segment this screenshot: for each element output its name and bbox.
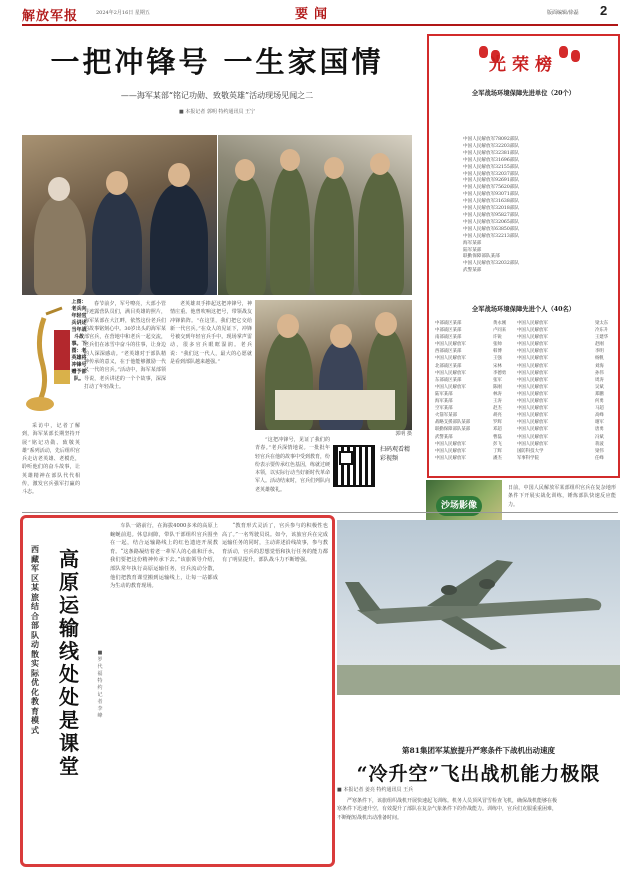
person-row	[435, 426, 617, 433]
person-cell: 梁太东	[595, 321, 609, 326]
person-cell: 军事科学院	[517, 455, 539, 461]
person-row	[435, 412, 617, 419]
person-cell: 王涛	[493, 399, 502, 405]
person-cell: 中国人民解放军	[517, 363, 548, 369]
page-editor: 版面编辑/徐磊	[547, 10, 579, 16]
unit-item: 陆军某部	[463, 247, 482, 253]
unit-item: 中国人民解放军31696部队	[463, 157, 519, 163]
person-cell: 中国人民解放军	[435, 370, 466, 376]
top-story-col-3: “这把冲锋号，见证了我们的青春。”老兵深情地说。一批批年轻官兵在他的故事中受到教育，纷纷表示要传承红色基因，练就过硬本领，以实际行动当好新时代革命军人。活动结束时，官兵们列队向老英雄敬礼。	[255, 437, 330, 493]
issue-date: 2024年2月16日 星期五	[96, 10, 150, 16]
top-story-byline: ■ 本报记者 郭明 特约通讯员 王宁	[178, 109, 256, 115]
person-cell: 刘海	[595, 363, 604, 369]
person-row	[435, 334, 617, 341]
persons-list	[435, 320, 617, 462]
top-story-headline[interactable]: 一把冲锋号 一生家国情	[50, 45, 384, 79]
plane-story-body: 严寒条件下，该旅组织战机开展快速起飞训练。机务人员顶风冒雪检查飞机，确保战机能够在极寒条件下迅速升空，有效提升了部队在复杂气象条件下的作战能力。训练中，官兵们克服重重困难，不断缩短战机出动准备时间。	[337, 798, 557, 821]
person-cell: 胡亮	[493, 413, 502, 419]
person-cell: 国防科技大学	[517, 448, 544, 454]
person-cell: 林涛	[493, 391, 502, 397]
plane-story-headline[interactable]: “冷升空”飞出战机能力极限	[356, 763, 601, 785]
callout-subhead: 西藏军区某旅结合部队动散实际优化教育模式	[31, 544, 39, 735]
person-cell: 中国人民解放军	[517, 335, 548, 341]
person-cell: 空军某部	[435, 406, 453, 412]
person-cell: 李德勇	[493, 370, 507, 376]
person-cell: 北部战区某部	[435, 363, 462, 369]
person-cell: 中国人民解放军	[435, 455, 466, 461]
unit-item: 中国人民解放军78092部队	[463, 137, 519, 142]
photo-feature-title: 上图：老兵向年轻官兵讲述当年战斗故事。下图：老英雄将冲锋号赠予部队。	[71, 299, 87, 382]
person-cell: 中国人民解放军	[435, 356, 466, 362]
section-title: 要闻	[294, 7, 333, 22]
top-story-heading	[22, 44, 412, 115]
person-cell: 张军	[493, 377, 502, 383]
person-cell: 韩博	[493, 349, 502, 355]
units-list	[463, 137, 593, 275]
person-cell: 陆军某部	[435, 391, 453, 397]
person-cell: 战略支援部队某部	[435, 420, 471, 426]
person-cell: 吴斌	[595, 384, 604, 390]
unit-item: 中国人民解放军32037部队	[463, 171, 519, 177]
unit-item: 中国人民解放军63850部队	[463, 226, 519, 232]
aircraft-photo[interactable]	[337, 520, 620, 695]
person-cell: 中国人民解放军	[435, 342, 466, 348]
unit-item: 中国人民解放军32213部队	[463, 233, 519, 239]
video-qr-code[interactable]	[333, 445, 375, 487]
person-cell: 何勇	[595, 399, 604, 405]
unit-item: 中国人民解放军93071部队	[463, 192, 519, 198]
person-cell: 中国人民解放军	[435, 384, 466, 390]
person-cell: 王强	[493, 356, 502, 362]
person-cell: 武警某部	[435, 434, 453, 440]
person-cell: 任峰	[595, 455, 604, 461]
person-cell: 海军某部	[435, 399, 453, 405]
qr-caption: 扫码观看精彩视频	[380, 446, 411, 462]
units-heading: 全军战场环境保障先进单位（20个）	[471, 90, 576, 97]
person-cell: 东部战区某部	[435, 377, 462, 383]
person-row	[435, 370, 617, 377]
person-row	[435, 355, 617, 362]
person-cell: 中国人民解放军	[517, 399, 548, 405]
person-cell: 中部战区某部	[435, 328, 462, 334]
person-cell: 蒋波	[595, 441, 604, 447]
persons-heading: 全军战场环境保障先进个人（40名）	[471, 306, 576, 313]
person-cell: 中国人民解放军	[435, 441, 466, 447]
unit-item: 中国人民解放军32065部队	[463, 219, 519, 225]
callout-col-1: 车队一路前行，在海拔4000多米的高原上蜿蜒前进。休息间隙，带队干部组织官兵围坐在一起，结合运输路线上的红色遗迹开展教育。“这条路凝结着老一辈军人的心血和汗水，我们要把这份精神传承下去。”该旅领导介绍，部队常年执行高原运输任务，官兵流动分散，他们把教育课堂搬到运输线上，让每一站都成为生动的教育现场。	[110, 523, 218, 590]
person-cell: 中国人民解放军	[517, 377, 548, 383]
person-cell: 西部战区某部	[435, 349, 462, 355]
person-cell: 卢同来	[493, 328, 507, 334]
person-cell: 中国人民解放军	[517, 321, 548, 326]
person-cell: 邓超	[493, 427, 502, 433]
person-cell: 中部战区某部	[435, 321, 462, 326]
top-story-col-2: 老英雄双手捧起这把冲锋号，神情庄重。他曾吹响这把号，带领战友冲锋陷阵。“在这里，我们把它交给新一代官兵。”在众人的见证下，冲锋号被交到年轻官兵手中。现场掌声雷动，很多官兵眼眶湿润。老兵说：“我们这一代人，最大的心愿就是看到部队越来越强。”	[170, 301, 252, 366]
person-cell: 冯斌	[595, 434, 604, 440]
unit-item: 中国人民解放军31638部队	[463, 199, 519, 205]
top-story-col-4: 采访中，记者了解到，海军某部长期坚持开展“铭记功勋、致敬英雄”系列活动，先后组织官兵走访老英雄、老模范，聆听他们的奋斗故事，让英雄精神在部队代代相传，激发官兵强军打赢的斗志。	[22, 423, 80, 496]
person-cell: 中国人民解放军	[517, 413, 548, 419]
person-row	[435, 391, 617, 398]
person-cell: 唐勇	[595, 427, 604, 433]
callout-headline[interactable]: 高原运输线 处处是课堂	[59, 547, 79, 778]
honor-board	[427, 34, 620, 478]
newspaper-logo: 解放军报	[22, 9, 79, 24]
unit-item: 中国人民解放军92691部队	[463, 178, 519, 184]
person-row	[435, 327, 617, 334]
person-cell: 彭飞	[493, 441, 502, 447]
person-cell: 中国人民解放军	[517, 434, 548, 440]
callout-byline: ■ 罗代福 特约记者 李峰	[97, 650, 103, 719]
person-row	[435, 405, 617, 412]
person-row	[435, 419, 617, 426]
person-cell: 李明	[595, 349, 604, 355]
plane-story-subhead: 第81集团军某旅提升严寒条件下战机出动速度	[402, 746, 555, 755]
group-gathering-photo[interactable]	[218, 135, 412, 295]
person-cell: 赵刚	[595, 342, 604, 348]
person-cell: 中国人民解放军	[517, 370, 548, 376]
person-cell: 陈刚	[493, 384, 502, 390]
person-cell: 许锐	[493, 335, 502, 341]
person-cell: 中国人民解放军	[517, 441, 548, 447]
person-cell: 中国人民解放军	[517, 356, 548, 362]
unit-item: 中国人民解放军32032部队	[463, 261, 519, 267]
veterans-photo[interactable]	[22, 135, 217, 295]
plane-story-byline: ■ 本报记者 姜亮 特约通讯员 王兵	[337, 787, 414, 793]
person-row	[435, 455, 617, 462]
person-cell: 中国人民解放军	[517, 420, 548, 426]
person-cell: 南部战区某部	[435, 335, 462, 341]
person-cell: 郑鹏	[595, 391, 604, 397]
person-cell: 罗辉	[493, 420, 502, 426]
person-cell: 潘杰	[493, 455, 502, 461]
unit-item: 中国人民解放军32155部队	[463, 164, 519, 170]
person-row	[435, 448, 617, 455]
person-cell: 王建华	[595, 335, 609, 341]
top-story-subhead: ——海军某部“铭记功勋、致敬英雄”活动现场见闻之二	[120, 91, 314, 100]
header-divider	[22, 24, 618, 26]
person-cell: 孙伟	[595, 370, 604, 376]
person-row	[435, 348, 617, 355]
person-cell: 杨帆	[595, 356, 604, 362]
person-cell: 丁辉	[493, 448, 502, 454]
unit-item: 中国人民解放军75620部队	[463, 185, 519, 191]
unit-item: 联勤保障部队某部	[463, 254, 500, 260]
person-cell: 马超	[595, 406, 604, 412]
person-row	[435, 441, 617, 448]
person-cell: 火箭军某部	[435, 413, 457, 419]
photo-feature-badge: 沙场影像	[436, 496, 482, 516]
person-row	[435, 320, 617, 327]
person-row	[435, 434, 617, 441]
unit-item: 海军某部	[463, 240, 482, 246]
top-story-col-1: 春节前夕，军号嘹亮，大部小管寻迹露营队员们，满目英雄的照片，海军某部在大江畔，依然这份老兵们的故事铭刻心中。30岁出头的海军某部官兵，在营地中和老兵一起交流，老兵们在冰雪中奋斗的往事，让身边的人深深感动。“老英雄对于部队精神传承的意义，在于他能够激励一代又一代的官兵。”活动中，海军某部领导说，老兵讲述的一个个故事，深深打动了年轻战士。	[84, 301, 166, 390]
person-cell: 高峰	[595, 413, 604, 419]
person-row	[435, 398, 617, 405]
person-cell: 冷东升	[595, 328, 609, 334]
honor-board-title: 光荣榜	[489, 55, 558, 75]
person-row	[435, 377, 617, 384]
page-header	[0, 0, 638, 26]
person-cell: 中国人民解放军	[517, 328, 548, 334]
person-row	[435, 363, 617, 370]
page-number: 2	[600, 3, 608, 18]
person-cell: 中国人民解放军	[517, 342, 548, 348]
callout-col-2: “教育形式灵活了，官兵参与的积极性也高了。”一名驾驶员说。如今，该旅官兵在完成运输任务的同时，主动讲述沿线故事，参与教育活动，官兵的思想觉悟和执行任务的能力都有了明显提升，部队战斗力不断增强。	[222, 523, 328, 564]
photo-credit: 郭明 摄	[395, 431, 412, 437]
photo-feature-caption: 日前，中国人民解放军某部组织官兵在复杂地形条件下开展实战化训练，锤炼部队快速反应能力。	[508, 485, 616, 508]
person-cell: 中国人民解放军	[435, 448, 466, 454]
map-study-photo[interactable]	[255, 300, 412, 430]
person-row	[435, 384, 617, 391]
person-cell: 梁伟	[595, 448, 604, 454]
person-cell: 张帅	[493, 342, 502, 348]
unit-item: 中国人民解放军95827部队	[463, 212, 519, 218]
person-cell: 宋林	[493, 363, 502, 369]
person-cell: 联勤保障部队某部	[435, 427, 471, 433]
person-cell: 中国人民解放军	[517, 427, 548, 433]
person-cell: 周涛	[595, 377, 604, 383]
person-cell: 赵杰	[493, 406, 502, 412]
aircraft-icon	[337, 520, 620, 695]
person-cell: 谢军	[595, 420, 604, 426]
person-row	[435, 341, 617, 348]
section-divider	[22, 512, 618, 513]
unit-item: 武警某部	[463, 268, 482, 274]
unit-item: 中国人民解放军32381部队	[463, 150, 519, 156]
person-cell: 中国人民解放军	[517, 391, 548, 397]
unit-item: 中国人民解放军32018部队	[463, 206, 519, 212]
unit-item: 中国人民解放军32203部队	[463, 143, 519, 149]
person-cell: 中国人民解放军	[517, 349, 548, 355]
person-cell: 曹磊	[493, 434, 502, 440]
person-cell: 中国人民解放军	[517, 406, 548, 412]
person-cell: 黄永刚	[493, 321, 507, 326]
person-cell: 中国人民解放军	[517, 384, 548, 390]
